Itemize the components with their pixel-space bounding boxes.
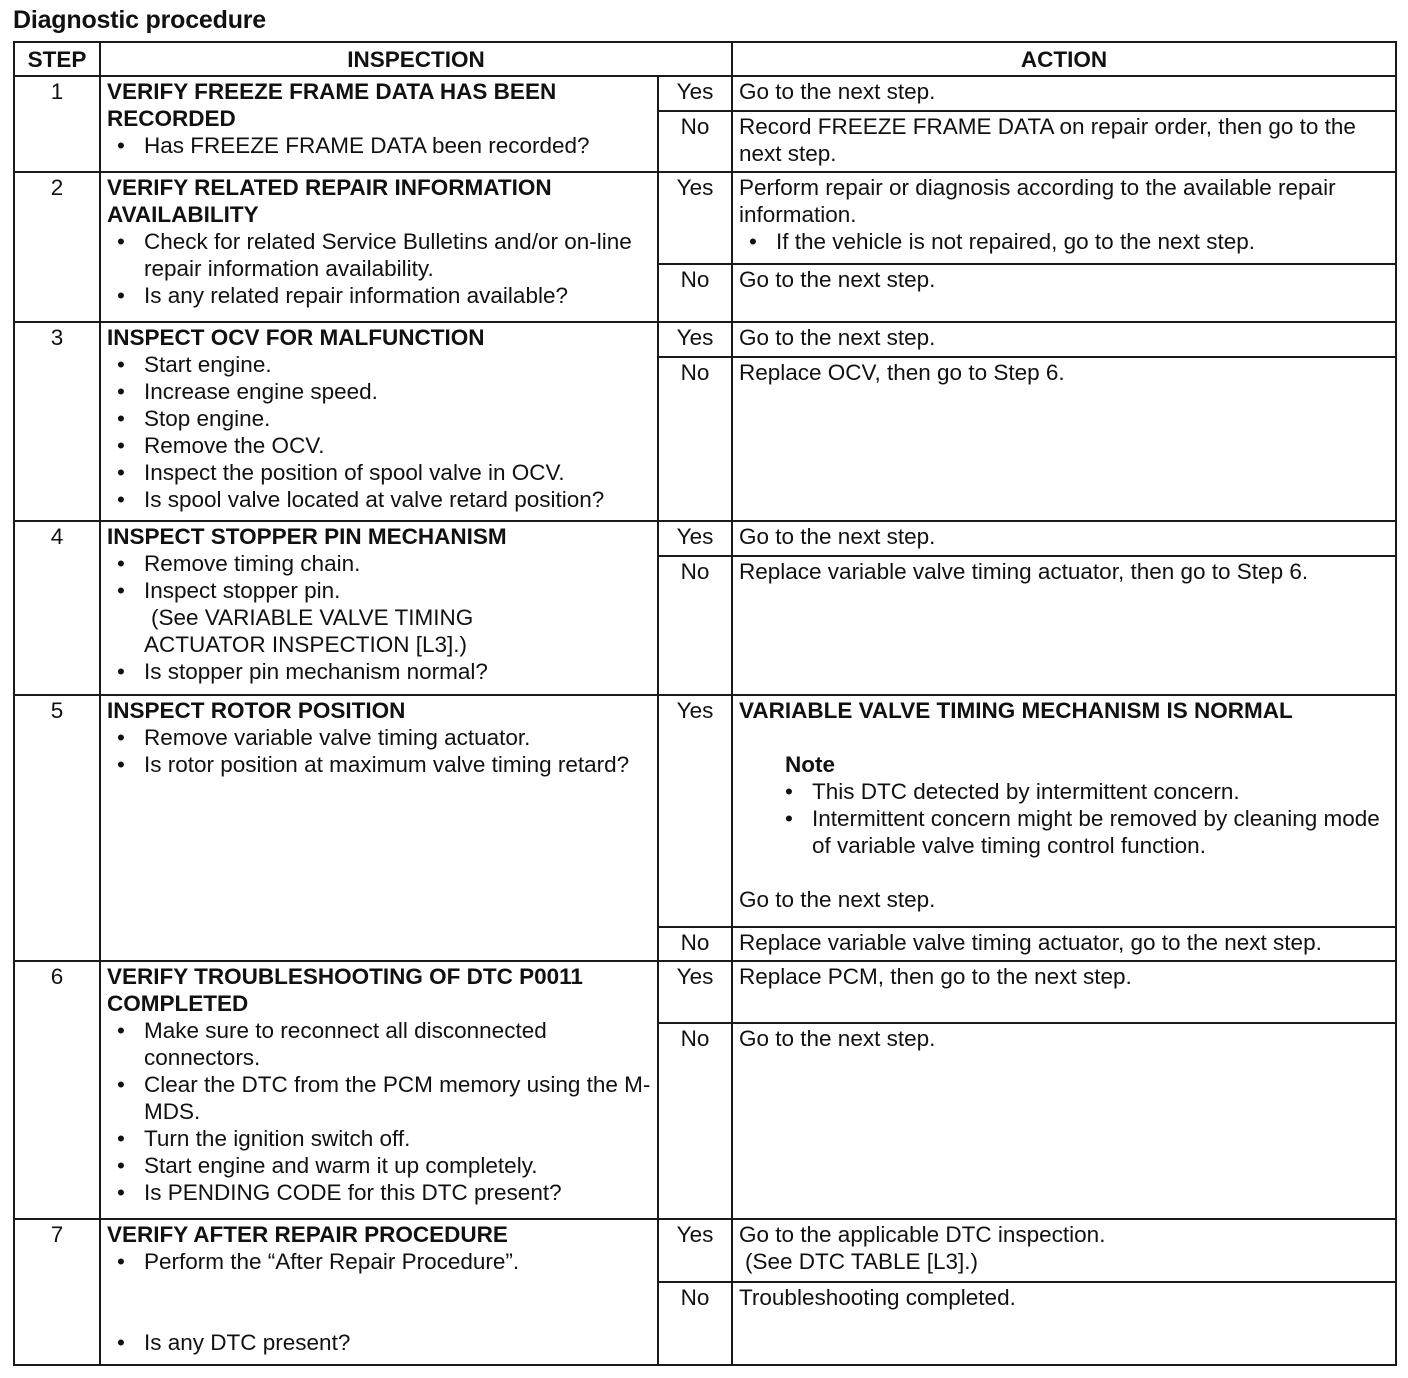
yes-action-cell <box>732 172 1396 263</box>
inspection-bullet: • Is spool valve located at valve retard position? <box>117 487 605 513</box>
step-number: 2 <box>14 172 100 322</box>
bullet-icon: • <box>785 779 793 805</box>
bullet-icon: • <box>117 133 125 159</box>
bullet-icon: • <box>117 577 125 603</box>
yes-action: Go to the next step. <box>732 521 1396 556</box>
bullet-icon: • <box>117 1126 125 1152</box>
action-column-header: ACTION <box>732 42 1396 76</box>
step-number: 1 <box>14 76 100 172</box>
bullet-icon: • <box>117 460 125 486</box>
inspection-bullet: • Make sure to reconnect all disconnected connectors. <box>117 1018 547 1071</box>
yes-label: Yes <box>658 322 732 357</box>
inspection-bullet: • Remove the OCV. <box>117 433 325 459</box>
bullet-icon: • <box>117 1180 125 1206</box>
bullet-icon: • <box>117 379 125 405</box>
no-action: Go to the next step. <box>732 1023 1396 1220</box>
table-row <box>14 322 1396 357</box>
step-number: 4 <box>14 521 100 696</box>
bullet-icon: • <box>117 433 125 459</box>
no-action: Record FREEZE FRAME DATA on repair order, then go to the next step. <box>732 111 1396 172</box>
inspection-heading: VERIFY TROUBLESHOOTING OF DTC P0011 COMPLETED <box>107 964 583 1017</box>
yes-action: Go to the next step. <box>739 887 936 913</box>
yes-label: Yes <box>658 172 732 263</box>
step-number: 5 <box>14 695 100 961</box>
bullet-icon: • <box>749 229 757 255</box>
yes-action-cell <box>732 1219 1396 1281</box>
bullet-icon: • <box>117 658 125 684</box>
inspection-bullet: • Start engine. <box>117 352 272 378</box>
no-label: No <box>658 264 732 322</box>
no-label: No <box>658 111 732 172</box>
yes-action: Go to the applicable DTC inspection. <box>739 1222 1106 1248</box>
bullet-icon: • <box>117 283 125 309</box>
step-column-header: STEP <box>14 42 100 76</box>
note-title: Note <box>785 752 835 778</box>
table-row <box>14 172 1396 263</box>
diagnostic-procedure-table <box>13 41 1397 1366</box>
inspection-bullet: • Start engine and warm it up completely. <box>117 1153 538 1179</box>
bullet-icon: • <box>117 1072 125 1098</box>
page-title: Diagnostic procedure <box>13 6 266 34</box>
yes-label: Yes <box>658 1219 732 1281</box>
no-action: Replace OCV, then go to Step 6. <box>732 357 1396 521</box>
bullet-icon: • <box>117 1153 125 1179</box>
bullet-icon: • <box>117 1330 125 1356</box>
inspection-bullet: • Stop engine. <box>117 406 271 432</box>
inspection-heading: INSPECT ROTOR POSITION <box>107 698 406 724</box>
inspection-cell <box>100 322 658 521</box>
note-bullet: • This DTC detected by intermittent concern. <box>785 779 1240 805</box>
table-row <box>14 1219 1396 1281</box>
inspection-heading: VERIFY FREEZE FRAME DATA HAS BEEN RECORDED <box>107 79 557 132</box>
bullet-icon: • <box>117 1249 125 1275</box>
bullet-icon: • <box>785 806 793 832</box>
inspection-bullet: • Check for related Service Bulletins and/or on-line repair information availability. <box>117 229 632 282</box>
no-label: No <box>658 1282 732 1365</box>
action-bullet: • If the vehicle is not repaired, go to the next step. <box>749 229 1256 255</box>
no-action: Troubleshooting completed. <box>732 1282 1396 1365</box>
step-number: 7 <box>14 1219 100 1365</box>
inspection-bullet: • Remove variable valve timing actuator. <box>117 725 531 751</box>
inspection-bullet: • Perform the “After Repair Procedure”. <box>117 1249 520 1275</box>
inspection-heading: INSPECT STOPPER PIN MECHANISM <box>107 523 507 549</box>
inspection-cell <box>100 961 658 1219</box>
step-number: 6 <box>14 961 100 1219</box>
yes-label: Yes <box>658 521 732 556</box>
inspection-bullet: • Clear the DTC from the PCM memory using the M-MDS. <box>117 1072 651 1125</box>
inspection-cell <box>100 1219 658 1365</box>
table-header-row <box>14 42 1396 76</box>
table-row <box>14 521 1396 556</box>
inspection-heading: INSPECT OCV FOR MALFUNCTION <box>107 325 485 351</box>
inspection-bullet: • Is PENDING CODE for this DTC present? <box>117 1180 562 1206</box>
inspection-cell <box>100 76 658 172</box>
no-label: No <box>658 1023 732 1220</box>
yes-action: Replace PCM, then go to the next step. <box>732 961 1396 1022</box>
yes-label: Yes <box>658 961 732 1022</box>
no-label: No <box>658 556 732 696</box>
table-row <box>14 961 1396 1022</box>
bullet-icon: • <box>117 1018 125 1044</box>
yes-action: Go to the next step. <box>732 76 1396 111</box>
yes-action-cell <box>732 695 1396 927</box>
no-label: No <box>658 927 732 961</box>
inspection-cell <box>100 695 658 961</box>
table-row <box>14 695 1396 927</box>
reference-line: ACTUATOR INSPECTION [L3].) <box>144 631 467 657</box>
inspection-cell <box>100 172 658 322</box>
bullet-icon: • <box>117 752 125 778</box>
inspection-cell <box>100 521 658 696</box>
inspection-bullet: • Is any DTC present? <box>117 1330 351 1356</box>
inspection-column-header: INSPECTION <box>100 42 732 76</box>
no-action: Go to the next step. <box>732 264 1396 322</box>
inspection-bullet: • Turn the ignition switch off. <box>117 1126 411 1152</box>
note-block <box>739 751 1389 859</box>
inspection-bullet: • Is any related repair information available? <box>117 283 568 309</box>
bullet-icon: • <box>117 550 125 576</box>
bullet-icon: • <box>117 725 125 751</box>
bullet-icon: • <box>117 229 125 255</box>
bullet-icon: • <box>117 352 125 378</box>
yes-action: Perform repair or diagnosis according to the available repair information. <box>739 175 1336 228</box>
inspection-bullet: • Inspect stopper pin. (See VARIABLE VALVE TIMING ACTUATOR INSPECTION [L3].) <box>117 577 651 658</box>
no-label: No <box>658 357 732 521</box>
inspection-bullet: • Has FREEZE FRAME DATA been recorded? <box>117 133 590 159</box>
inspection-bullet: • Is rotor position at maximum valve timing retard? <box>117 752 630 778</box>
yes-label: Yes <box>658 76 732 111</box>
no-action: Replace variable valve timing actuator, go to the next step. <box>732 927 1396 961</box>
table-row <box>14 76 1396 111</box>
yes-label: Yes <box>658 695 732 927</box>
bullet-icon: • <box>117 406 125 432</box>
yes-action-reference: (See DTC TABLE [L3].) <box>745 1249 978 1275</box>
inspection-heading: VERIFY RELATED REPAIR INFORMATION AVAILABILITY <box>107 175 552 228</box>
yes-action-heading: VARIABLE VALVE TIMING MECHANISM IS NORMAL <box>739 698 1293 724</box>
inspection-bullet: • Inspect the position of spool valve in OCV. <box>117 460 565 486</box>
yes-action: Go to the next step. <box>732 322 1396 357</box>
no-action: Replace variable valve timing actuator, then go to Step 6. <box>732 556 1396 696</box>
reference-line: (See VARIABLE VALVE TIMING <box>151 604 474 630</box>
bullet-icon: • <box>117 487 125 513</box>
note-bullet: • Intermittent concern might be removed by cleaning mode of variable valve timing control function. <box>785 806 1380 859</box>
step-number: 3 <box>14 322 100 521</box>
inspection-bullet: • Remove timing chain. <box>117 550 361 576</box>
inspection-bullet: • Increase engine speed. <box>117 379 378 405</box>
inspection-bullet: • Is stopper pin mechanism normal? <box>117 658 488 684</box>
inspection-heading: VERIFY AFTER REPAIR PROCEDURE <box>107 1222 508 1248</box>
